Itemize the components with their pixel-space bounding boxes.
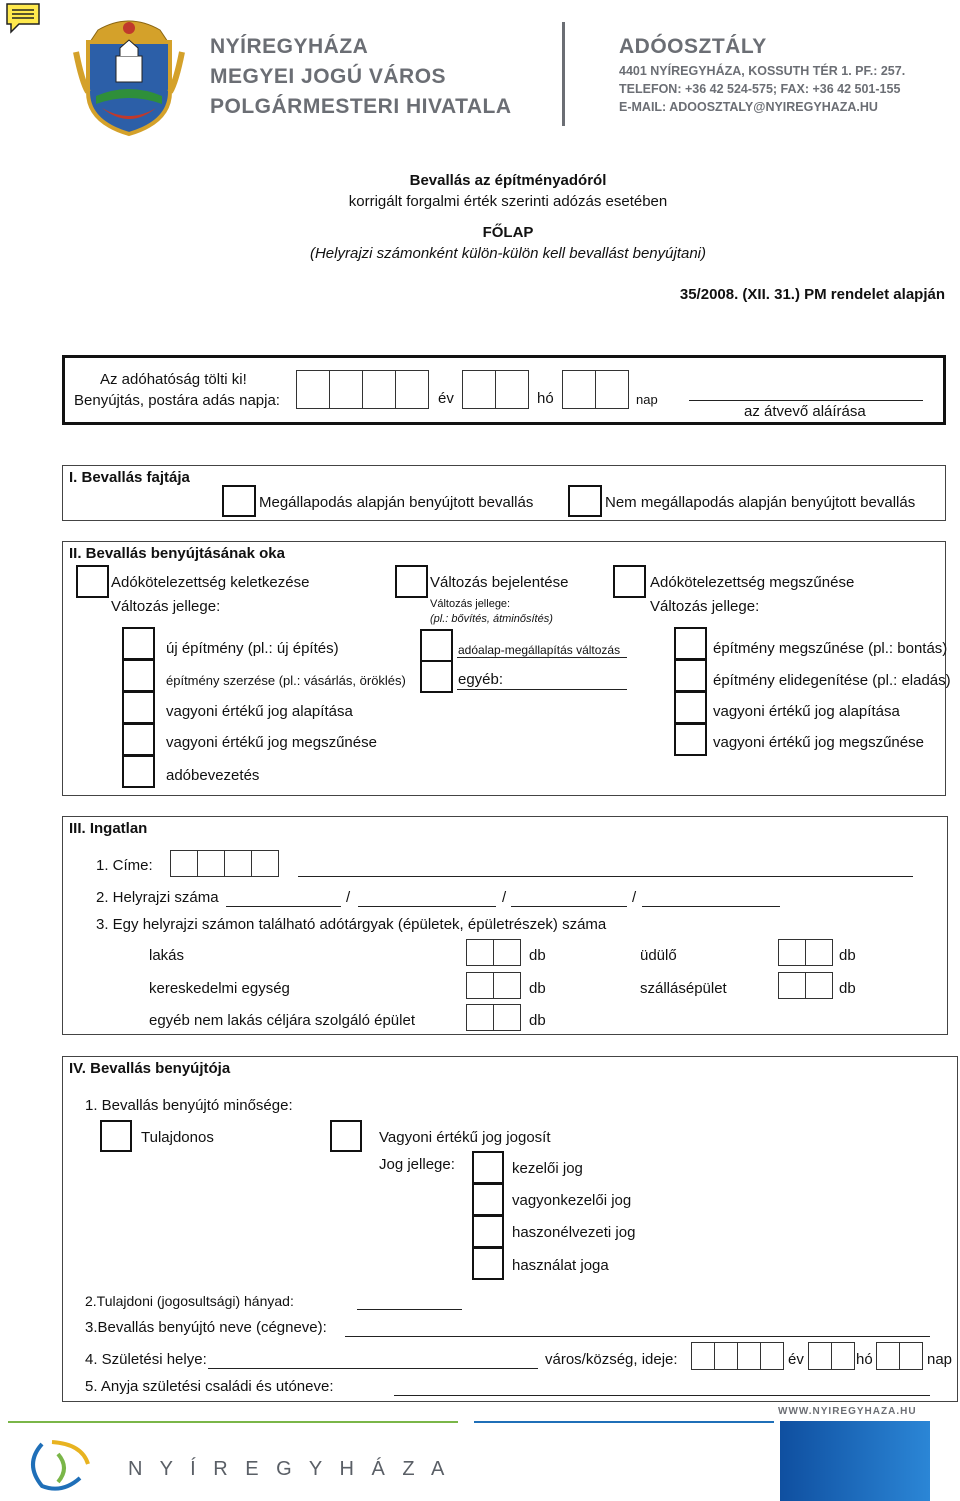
- apartment-label: lakás: [149, 947, 185, 964]
- comment-icon[interactable]: [5, 2, 41, 34]
- ownership-share-line[interactable]: [357, 1309, 462, 1310]
- city-name-line1: NYÍREGYHÁZA: [210, 35, 369, 58]
- birth-month-label: hó: [856, 1351, 873, 1368]
- change-report-label: Változás bejelentése: [430, 574, 569, 591]
- usufruct-right-checkbox[interactable]: [472, 1215, 504, 1248]
- apartment-count-cells[interactable]: [467, 939, 521, 966]
- col3-right-termination-checkbox[interactable]: [674, 723, 707, 756]
- col3-right-establish-checkbox[interactable]: [674, 691, 707, 724]
- col1-item-1: új építmény (pl.: új építés): [166, 640, 339, 657]
- owner-label: Tulajdonos: [141, 1129, 214, 1146]
- new-building-checkbox[interactable]: [122, 627, 155, 660]
- year-cells[interactable]: [297, 370, 429, 409]
- holiday-home-label: üdülő: [640, 947, 677, 964]
- building-demolition-checkbox[interactable]: [674, 627, 707, 660]
- year-label: év: [438, 390, 454, 407]
- birthplace-line[interactable]: [208, 1368, 538, 1369]
- header-divider: [562, 22, 565, 126]
- mother-name-label: 5. Anyja születési családi és utóneve:: [85, 1378, 334, 1395]
- hrsz-slash-2: /: [502, 889, 507, 906]
- form-sheet-title: FŐLAP: [482, 224, 534, 241]
- section-4-title: IV. Bevallás benyújtója: [69, 1060, 231, 1077]
- right-termination-checkbox[interactable]: [122, 723, 155, 756]
- birth-month-cells[interactable]: [809, 1342, 855, 1370]
- submission-date-label: Benyújtás, postára adás napja:: [74, 392, 280, 409]
- birth-year-cells[interactable]: [692, 1342, 784, 1370]
- right-type-4: használat joga: [512, 1257, 609, 1274]
- postal-code-cells[interactable]: [171, 850, 279, 877]
- col3-item-4: vagyoni értékű jog megszűnése: [713, 734, 924, 751]
- other-change-line[interactable]: [457, 689, 627, 690]
- regulation-reference: 35/2008. (XII. 31.) PM rendelet alapján: [679, 286, 945, 303]
- day-label: nap: [636, 392, 658, 407]
- footer-blue-block: [780, 1421, 930, 1501]
- form-subtitle: korrigált forgalmi érték szerinti adózás esetében: [348, 193, 668, 210]
- tax-liability-end-label: Adókötelezettség megszűnése: [650, 574, 855, 591]
- col1-item-2: építmény szerzése (pl.: vásárlás, öröklés): [166, 673, 406, 688]
- right-type-2: vagyonkezelői jog: [512, 1192, 632, 1209]
- address-label: 1. Címe:: [96, 857, 153, 874]
- no-agreement-checkbox[interactable]: [568, 485, 602, 517]
- col1-item-5: adóbevezetés: [166, 767, 260, 784]
- submitter-quality-label: 1. Bevallás benyújtó minősége:: [85, 1097, 293, 1114]
- accommodation-label: szállásépület: [640, 980, 727, 997]
- address-line[interactable]: [298, 876, 913, 877]
- accommodation-unit: db: [839, 980, 856, 997]
- col3-item-1: építmény megszűnése (pl.: bontás): [713, 640, 948, 657]
- signature-line[interactable]: [689, 400, 923, 401]
- dept-title: ADÓOSZTÁLY: [619, 35, 767, 58]
- other-building-count-cells[interactable]: [467, 1004, 521, 1031]
- other-change-checkbox[interactable]: [420, 660, 453, 693]
- accommodation-count-cells[interactable]: [779, 972, 833, 999]
- commercial-unit: db: [529, 980, 546, 997]
- mother-name-line[interactable]: [394, 1395, 930, 1396]
- object-count-label: 3. Egy helyrajzi számon található adótárgyak (épületek, épületrészek) száma: [96, 916, 607, 933]
- apartment-unit: db: [529, 947, 546, 964]
- right-establish-checkbox[interactable]: [122, 691, 155, 724]
- town-date-label: város/község, ideje:: [545, 1351, 678, 1368]
- col3-item-3: vagyoni értékű jog alapítása: [713, 703, 900, 720]
- signature-label: az átvevő aláírása: [744, 403, 866, 420]
- hrsz-part-3[interactable]: [511, 906, 627, 907]
- agreement-option-label: Megállapodás alapján benyújtott bevallás: [259, 494, 534, 511]
- other-building-unit: db: [529, 1012, 546, 1029]
- birth-day-label: nap: [927, 1351, 953, 1368]
- hrsz-label: 2. Helyrajzi száma: [96, 889, 219, 906]
- birth-year-label: év: [788, 1351, 804, 1368]
- section-2-title: II. Bevallás benyújtásának oka: [69, 545, 285, 562]
- birth-day-cells[interactable]: [877, 1342, 923, 1370]
- col2-item-1: adóalap-megállapítás változás: [458, 643, 621, 657]
- col2-change-type-label: Változás jellege:: [430, 598, 511, 610]
- submitter-name-label: 3.Bevallás benyújtó neve (cégneve):: [85, 1319, 327, 1336]
- col3-item-2: építmény elidegenítése (pl.: eladás): [713, 672, 951, 689]
- commercial-count-cells[interactable]: [467, 972, 521, 999]
- tax-liability-start-label: Adókötelezettség keletkezése: [111, 574, 310, 591]
- col3-change-type-label: Változás jellege:: [650, 598, 760, 615]
- holiday-home-unit: db: [839, 947, 856, 964]
- hrsz-slash-3: /: [632, 889, 637, 906]
- commercial-unit-label: kereskedelmi egység: [149, 980, 290, 997]
- change-report-checkbox[interactable]: [395, 565, 428, 598]
- col2-item-2: egyéb:: [458, 671, 504, 688]
- no-agreement-option-label: Nem megállapodás alapján benyújtott bevallás: [605, 494, 916, 511]
- tax-introduction-checkbox[interactable]: [122, 755, 155, 788]
- tax-base-change-checkbox[interactable]: [420, 629, 453, 662]
- hrsz-part-4[interactable]: [642, 906, 780, 907]
- building-acquisition-checkbox[interactable]: [122, 659, 155, 692]
- nyiregyhaza-logo-icon: [22, 1434, 100, 1494]
- birthplace-label: 4. Születési helye:: [85, 1351, 207, 1368]
- right-type-1: kezelői jog: [512, 1160, 583, 1177]
- holiday-home-count-cells[interactable]: [779, 939, 833, 966]
- right-holder-checkbox[interactable]: [330, 1120, 362, 1152]
- tax-liability-start-checkbox[interactable]: [76, 565, 109, 598]
- footer-website: WWW.NYIREGYHAZA.HU: [778, 1406, 917, 1417]
- tax-liability-end-checkbox[interactable]: [613, 565, 646, 598]
- right-type-label: Jog jellege:: [379, 1156, 455, 1173]
- agreement-checkbox[interactable]: [222, 485, 256, 517]
- right-holder-label: Vagyoni értékű jog jogosít: [379, 1129, 551, 1146]
- use-right-checkbox[interactable]: [472, 1247, 504, 1280]
- footer-green-line: [8, 1421, 458, 1423]
- hrsz-part-2[interactable]: [358, 906, 496, 907]
- form-title: Bevallás az építményadóról: [409, 172, 607, 189]
- footer-brand-text: N Y Í R E G Y H Á Z A: [128, 1458, 451, 1480]
- col2-change-example: (pl.: bővítés, átminősítés): [430, 613, 553, 625]
- section-3-title: III. Ingatlan: [69, 820, 148, 837]
- right-type-3: haszonélvezeti jog: [512, 1224, 636, 1241]
- other-building-label: egyéb nem lakás céljára szolgáló épület: [149, 1012, 415, 1029]
- city-name-line3: POLGÁRMESTERI HIVATALA: [210, 95, 512, 118]
- asset-management-right-checkbox[interactable]: [472, 1183, 504, 1216]
- col2-item-1-line: [457, 657, 627, 658]
- section-1-title: I. Bevallás fajtája: [69, 469, 190, 486]
- hrsz-slash-1: /: [346, 889, 351, 906]
- dept-phone: TELEFON: +36 42 524-575; FAX: +36 42 501-155: [619, 82, 901, 96]
- section-1-box: [62, 465, 946, 521]
- coat-of-arms-logo: [68, 12, 190, 137]
- building-sale-checkbox[interactable]: [674, 659, 707, 692]
- city-name-line2: MEGYEI JOGÚ VÁROS: [210, 65, 447, 88]
- col1-item-4: vagyoni értékű jog megszűnése: [166, 734, 377, 751]
- owner-checkbox[interactable]: [100, 1120, 132, 1152]
- footer-blue-line: [474, 1421, 774, 1423]
- month-label: hó: [537, 390, 554, 407]
- col1-change-type-label: Változás jellege:: [111, 598, 221, 615]
- hrsz-part-1[interactable]: [226, 906, 341, 907]
- col1-item-3: vagyoni értékű jog alapítása: [166, 703, 353, 720]
- submitter-name-line[interactable]: [345, 1336, 930, 1337]
- ownership-share-label: 2.Tulajdoni (jogosultsági) hányad:: [85, 1293, 294, 1309]
- dept-email: E-MAIL: ADOOSZTALY@NYIREGYHAZA.HU: [619, 100, 878, 114]
- dept-address: 4401 NYÍREGYHÁZA, KOSSUTH TÉR 1. PF.: 257.: [619, 64, 906, 78]
- authority-heading: Az adóhatóság tölti ki!: [100, 371, 247, 388]
- month-cells[interactable]: [463, 370, 529, 409]
- form-instruction: (Helyrajzi számonként külön-külön kell bevallást benyújtani): [309, 245, 707, 262]
- day-cells[interactable]: [563, 370, 629, 409]
- management-right-checkbox[interactable]: [472, 1151, 504, 1184]
